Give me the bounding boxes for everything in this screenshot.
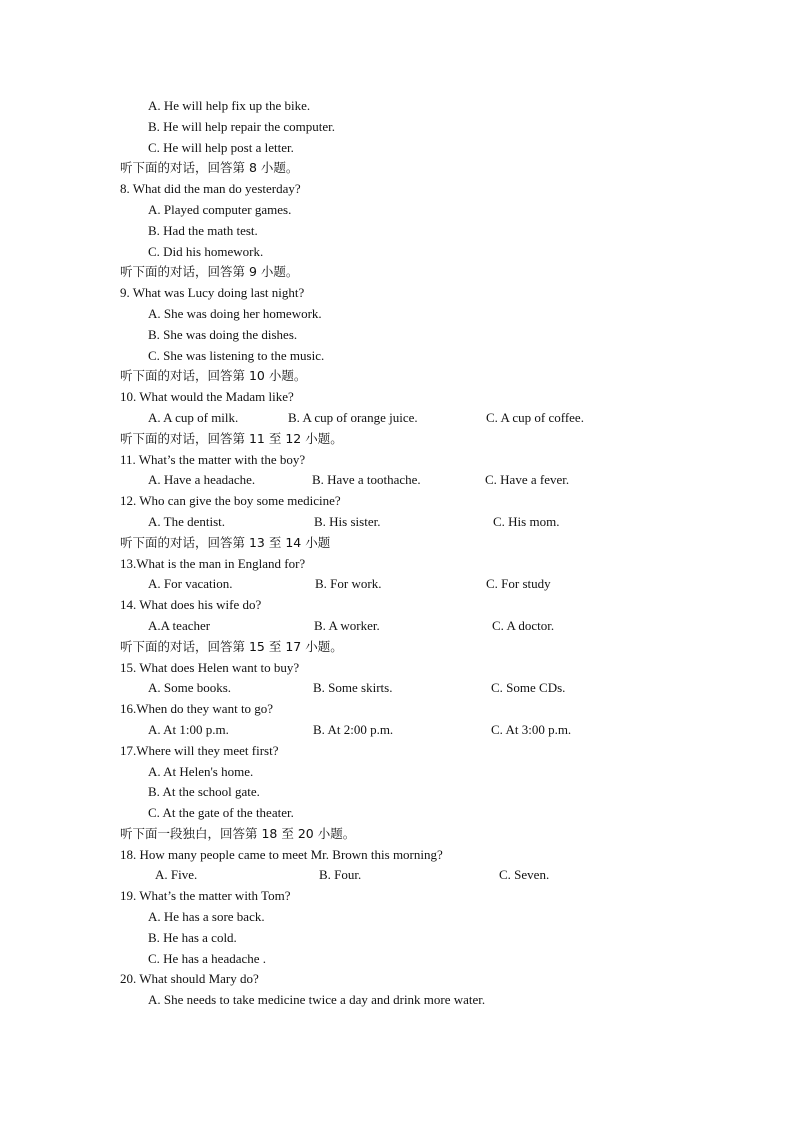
question-17: 17.Where will they meet first? — [120, 742, 279, 758]
section-instruction: 听下面的对话，回答第 13 至 14 小题 — [120, 534, 331, 550]
option-c: C. Have a fever. — [485, 472, 570, 488]
option-b: B. His sister. — [314, 513, 381, 529]
question-14: 14. What does his wife do? — [120, 597, 262, 613]
question-8: 8. What did the man do yesterday? — [120, 181, 301, 197]
option-line: B. She was doing the dishes. — [148, 326, 298, 342]
option-row — [0, 678, 794, 699]
option-row — [0, 512, 794, 533]
option-b: B. For work. — [315, 576, 382, 592]
option-a: A.A teacher — [148, 617, 211, 633]
option-a: A. A cup of milk. — [148, 409, 239, 425]
question-19: 19. What’s the matter with Tom? — [120, 888, 291, 904]
option-row — [0, 616, 794, 637]
option-line: B. He will help repair the computer. — [148, 118, 336, 134]
option-c: C. Seven. — [499, 867, 550, 883]
section-instruction: 听下面的对话，回答第 11 至 12 小题。 — [120, 430, 343, 446]
question-10: 10. What would the Madam like? — [120, 389, 294, 405]
question-12: 12. Who can give the boy some medicine? — [120, 493, 341, 509]
option-line: A. At Helen's home. — [148, 763, 254, 779]
option-line: C. She was listening to the music. — [148, 347, 325, 363]
option-b: B. Have a toothache. — [312, 472, 421, 488]
option-c: C. At 3:00 p.m. — [491, 721, 572, 737]
option-row — [0, 865, 794, 886]
question-9: 9. What was Lucy doing last night? — [120, 285, 305, 301]
option-c: C. His mom. — [493, 513, 560, 529]
option-line: C. He will help post a letter. — [148, 139, 294, 155]
option-b: B. Some skirts. — [313, 680, 393, 696]
option-c: C. For study — [486, 576, 551, 592]
option-line: A. She was doing her homework. — [148, 305, 322, 321]
question-15: 15. What does Helen want to buy? — [120, 659, 300, 675]
question-20: 20. What should Mary do? — [120, 971, 259, 987]
option-b: B. Four. — [319, 867, 362, 883]
section-instruction: 听下面的对话，回答第 8 小题。 — [120, 160, 299, 176]
option-row — [0, 408, 794, 429]
option-a: A. At 1:00 p.m. — [148, 721, 229, 737]
option-a: A. The dentist. — [148, 513, 226, 529]
option-a: A. For vacation. — [148, 576, 233, 592]
option-a: A. Have a headache. — [148, 472, 256, 488]
option-line: A. Played computer games. — [148, 201, 292, 217]
question-16: 16.When do they want to go? — [120, 701, 274, 717]
option-line: A. He has a sore back. — [148, 909, 265, 925]
option-line: B. At the school gate. — [148, 784, 260, 800]
section-instruction: 听下面的对话，回答第 15 至 17 小题。 — [120, 638, 343, 654]
option-line: A. She needs to take medicine twice a day and drink more water. — [148, 992, 486, 1008]
option-b: B. At 2:00 p.m. — [313, 721, 394, 737]
option-row — [0, 720, 794, 741]
option-a: A. Some books. — [148, 680, 232, 696]
exam-page — [0, 96, 794, 1011]
option-line: B. Had the math test. — [148, 222, 258, 238]
section-instruction: 听下面的对话，回答第 10 小题。 — [120, 368, 307, 384]
option-line: B. He has a cold. — [148, 929, 237, 945]
option-b: B. A cup of orange juice. — [288, 409, 418, 425]
option-line: C. At the gate of the theater. — [148, 805, 294, 821]
option-b: B. A worker. — [314, 617, 380, 633]
option-line: A. He will help fix up the bike. — [148, 98, 311, 113]
option-c: C. A cup of coffee. — [486, 409, 584, 425]
option-c: C. A doctor. — [492, 617, 555, 633]
question-18: 18. How many people came to meet Mr. Brown this morning? — [120, 846, 443, 862]
option-line: C. He has a headache . — [148, 950, 267, 966]
option-c: C. Some CDs. — [491, 680, 566, 696]
option-a: A. Five. — [155, 867, 198, 883]
section-instruction: 听下面的对话，回答第 9 小题。 — [120, 264, 299, 280]
section-instruction: 听下面一段独白，回答第 18 至 20 小题。 — [120, 825, 356, 841]
option-line: C. Did his homework. — [148, 243, 264, 259]
option-row — [0, 574, 794, 595]
question-11: 11. What’s the matter with the boy? — [120, 451, 306, 467]
option-row — [0, 470, 794, 491]
question-13: 13.What is the man in England for? — [120, 555, 306, 571]
